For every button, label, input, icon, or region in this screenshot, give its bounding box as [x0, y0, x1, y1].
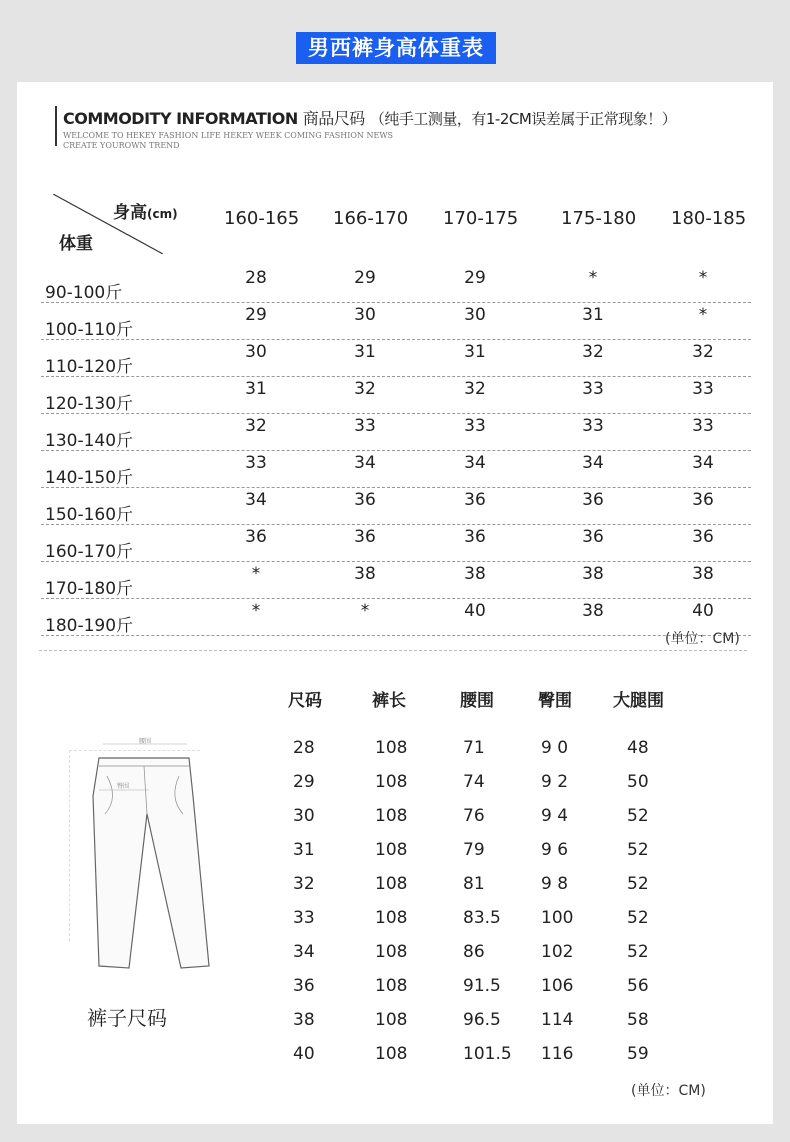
size-cell: 38	[582, 601, 604, 621]
weight-range-label: 160-170斤	[45, 542, 134, 562]
title-zh: 商品尺码	[302, 109, 365, 128]
pants-size-cell: 74	[463, 772, 485, 792]
size-cell: 34	[582, 453, 604, 473]
pants-size-cell: 32	[293, 874, 315, 894]
page-banner: 男西裤身高体重表	[296, 32, 496, 64]
pants-size-cell: 58	[627, 1010, 649, 1030]
size-cell: 33	[354, 416, 376, 436]
pants-column-header: 腰围	[460, 691, 494, 711]
pants-size-cell: 31	[293, 840, 315, 860]
size-cell: 38	[692, 564, 714, 584]
size-cell: 32	[582, 342, 604, 362]
size-cell: 33	[245, 453, 267, 473]
weight-range-label: 110-120斤	[45, 357, 134, 377]
size-cell: 31	[245, 379, 267, 399]
pants-size-cell: 9 4	[541, 806, 569, 826]
sub-line-2: CREATE YOUROWN TREND	[63, 141, 180, 150]
pants-size-cell: 83.5	[463, 908, 501, 928]
pants-size-cell: 38	[293, 1010, 315, 1030]
measure-note: （纯手工测量，有1-2CM误差属于正常现象！）	[369, 110, 677, 128]
size-cell: *	[698, 268, 708, 288]
pants-size-cell: 9 2	[541, 772, 569, 792]
size-cell: 32	[354, 379, 376, 399]
pants-size-cell: 91.5	[463, 976, 501, 996]
size-cell: 36	[582, 490, 604, 510]
pants-size-cell: 108	[375, 840, 408, 860]
pants-size-cell: 56	[627, 976, 649, 996]
unit-label-2: (单位：CM)	[631, 1083, 706, 1099]
pants-diagram	[59, 736, 239, 976]
pants-size-cell: 108	[375, 942, 408, 962]
size-cell: 36	[692, 527, 714, 547]
pants-size-cell: 9 6	[541, 840, 569, 860]
height-weight-table	[41, 182, 751, 636]
size-cell: 31	[464, 342, 486, 362]
table-row	[41, 562, 751, 599]
size-cell: 36	[464, 527, 486, 547]
pants-size-cell: 48	[627, 738, 649, 758]
size-cell: 34	[354, 453, 376, 473]
pants-size-cell: 40	[293, 1044, 315, 1064]
unit-label-1: (单位：CM)	[665, 631, 740, 647]
size-cell: 36	[692, 490, 714, 510]
pants-size-cell: 52	[627, 840, 649, 860]
pants-column-header: 尺码	[288, 691, 322, 711]
size-cell: 30	[464, 305, 486, 325]
table-row	[41, 377, 751, 414]
size-cell: 34	[245, 490, 267, 510]
pants-size-cell: 96.5	[463, 1010, 501, 1030]
weight-range-label: 100-110斤	[45, 320, 134, 340]
pants-size-cell: 116	[541, 1044, 574, 1064]
pants-size-cell: 108	[375, 874, 408, 894]
pants-size-cell: 114	[541, 1010, 574, 1030]
table-row	[41, 340, 751, 377]
size-cell: 33	[464, 416, 486, 436]
weight-range-label: 90-100斤	[45, 283, 123, 303]
size-cell: 36	[582, 527, 604, 547]
section-divider	[39, 650, 747, 651]
weight-range-label: 150-160斤	[45, 505, 134, 525]
pants-size-cell: 108	[375, 908, 408, 928]
height-column-header: 166-170	[333, 208, 409, 229]
weight-range-label: 140-150斤	[45, 468, 134, 488]
size-cell: 29	[354, 268, 376, 288]
pants-size-cell: 81	[463, 874, 485, 894]
pants-size-cell: 52	[627, 942, 649, 962]
size-cell: 36	[354, 527, 376, 547]
size-cell: 36	[354, 490, 376, 510]
size-cell: 40	[464, 601, 486, 621]
pants-size-cell: 52	[627, 806, 649, 826]
table-row	[41, 525, 751, 562]
commodity-header	[55, 106, 677, 150]
weight-range-label: 170-180斤	[45, 579, 134, 599]
hip-label: 臀围	[117, 783, 130, 790]
pants-size-cell: 71	[463, 738, 485, 758]
size-cell: *	[251, 601, 261, 621]
pants-size-cell: 108	[375, 1010, 408, 1030]
size-cell: 32	[692, 342, 714, 362]
size-cell: 38	[354, 564, 376, 584]
size-cell: 36	[464, 490, 486, 510]
height-column-header: 160-165	[224, 208, 300, 229]
pants-size-cell: 9 0	[541, 738, 569, 758]
pants-size-cell: 36	[293, 976, 315, 996]
size-cell: *	[251, 564, 261, 584]
pants-size-cell: 52	[627, 908, 649, 928]
pants-size-cell: 108	[375, 976, 408, 996]
pants-size-cell: 59	[627, 1044, 649, 1064]
weight-label: 体重	[59, 234, 93, 254]
size-cell: 31	[582, 305, 604, 325]
pants-size-cell: 79	[463, 840, 485, 860]
pants-size-cell: 52	[627, 874, 649, 894]
size-card	[17, 82, 773, 1124]
pants-size-cell: 30	[293, 806, 315, 826]
size-cell: 30	[354, 305, 376, 325]
size-cell: 32	[464, 379, 486, 399]
size-cell: 33	[692, 416, 714, 436]
waist-label: 腰围	[139, 738, 152, 745]
size-cell: *	[698, 305, 708, 325]
pants-size-cell: 76	[463, 806, 485, 826]
pants-size-cell: 106	[541, 976, 574, 996]
pants-size-cell: 108	[375, 1044, 408, 1064]
table-row	[41, 414, 751, 451]
height-column-header: 175-180	[561, 208, 637, 229]
size-cell: 40	[692, 601, 714, 621]
size-cell: 30	[245, 342, 267, 362]
size-cell: 32	[245, 416, 267, 436]
weight-range-label: 180-190斤	[45, 616, 134, 636]
table-row	[41, 599, 751, 636]
pants-size-cell: 102	[541, 942, 574, 962]
pants-size-cell: 9 8	[541, 874, 569, 894]
size-cell: *	[588, 268, 598, 288]
pants-size-cell: 50	[627, 772, 649, 792]
pants-size-cell: 108	[375, 806, 408, 826]
table-row	[41, 451, 751, 488]
size-cell: 29	[245, 305, 267, 325]
pants-size-cell: 100	[541, 908, 574, 928]
size-cell: 29	[464, 268, 486, 288]
pants-size-cell: 29	[293, 772, 315, 792]
pants-size-cell: 86	[463, 942, 485, 962]
size-cell: 33	[582, 416, 604, 436]
table-row	[41, 266, 751, 303]
pants-size-cell: 34	[293, 942, 315, 962]
size-cell: 33	[582, 379, 604, 399]
pants-size-cell: 28	[293, 738, 315, 758]
size-cell: 36	[245, 527, 267, 547]
height-column-header: 180-185	[671, 208, 747, 229]
sub-line-1: WELCOME TO HEKEY FASHION LIFE HEKEY WEEK COMING FASHION NEWS	[63, 131, 394, 140]
size-cell: 38	[464, 564, 486, 584]
weight-range-label: 120-130斤	[45, 394, 134, 414]
pants-column-header: 大腿围	[613, 691, 664, 711]
pants-size-cell: 101.5	[463, 1044, 512, 1064]
pants-size-cell: 33	[293, 908, 315, 928]
pants-size-cell: 108	[375, 738, 408, 758]
height-column-header: 170-175	[443, 208, 519, 229]
size-cell: 33	[692, 379, 714, 399]
size-cell: 38	[582, 564, 604, 584]
pants-caption: 裤子尺码	[87, 1006, 167, 1030]
title-en: COMMODITY INFORMATION	[63, 109, 298, 128]
weight-range-label: 130-140斤	[45, 431, 134, 451]
pants-size-cell: 108	[375, 772, 408, 792]
size-cell: 28	[245, 268, 267, 288]
size-cell: *	[360, 601, 370, 621]
height-label: 身高(cm)	[113, 203, 178, 223]
table-row	[41, 303, 751, 340]
size-cell: 34	[692, 453, 714, 473]
pants-column-header: 臀围	[538, 691, 572, 711]
table-row	[41, 488, 751, 525]
size-cell: 34	[464, 453, 486, 473]
pants-column-header: 裤长	[372, 691, 406, 711]
size-cell: 31	[354, 342, 376, 362]
